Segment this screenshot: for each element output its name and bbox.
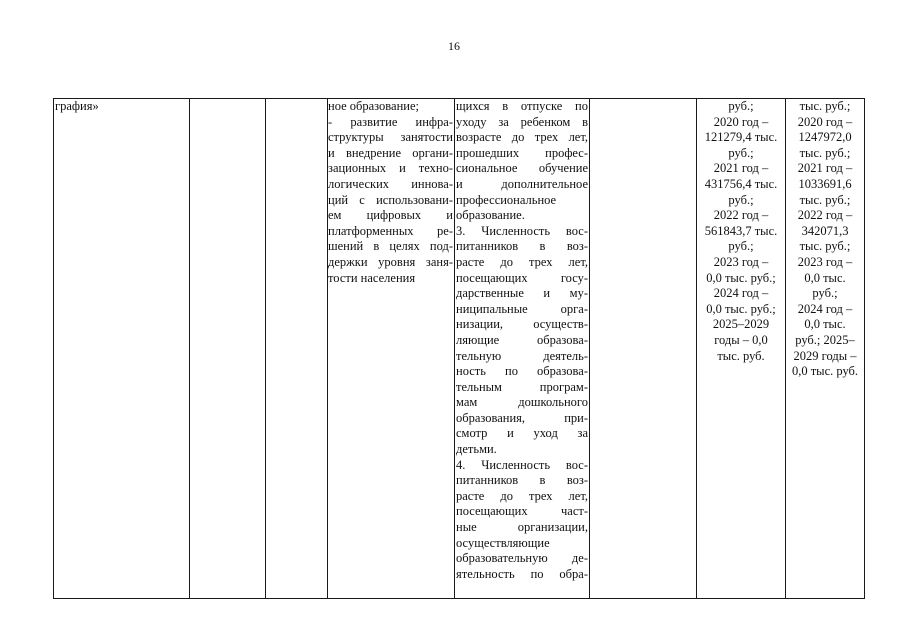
text-line: тыс. руб.; xyxy=(799,99,851,113)
text-line: шений в целях под- xyxy=(328,239,453,254)
column-divider xyxy=(265,98,266,599)
text-line: низации, осуществ- xyxy=(456,317,588,332)
text-line: тыс. руб.; xyxy=(799,145,851,160)
column-divider xyxy=(53,98,54,599)
text-line: расте до трех лет, xyxy=(456,254,588,269)
text-line: 2020 год – xyxy=(797,114,853,129)
text-line: графия» xyxy=(55,99,99,113)
text-line: профессиональное xyxy=(456,192,557,207)
text-line: 2025–2029 xyxy=(712,317,770,332)
text-line: 2024 год – xyxy=(713,286,769,301)
text-line: 0,0 тыс. руб.; xyxy=(706,301,776,316)
text-line: 121279,4 тыс. xyxy=(704,130,778,145)
text-line: 2021 год – xyxy=(797,161,853,176)
text-line: тельную деятель- xyxy=(456,348,588,363)
cell-program-name xyxy=(55,99,187,115)
text-line: 1247972,0 xyxy=(798,130,852,145)
text-line: питанников в воз- xyxy=(456,239,588,254)
text-line: годы – 0,0 xyxy=(714,332,768,347)
column-divider xyxy=(864,98,865,599)
text-line: образование. xyxy=(456,208,525,223)
text-line: ций с использовани- xyxy=(328,192,453,207)
text-line: платформенных ре- xyxy=(328,223,453,238)
text-line: ятельность по обра- xyxy=(456,566,588,581)
text-line: ниципальные орга- xyxy=(456,301,588,316)
text-line: ность по образова- xyxy=(456,364,588,379)
text-line: тыс. руб. xyxy=(717,348,765,363)
cell-funding-a xyxy=(697,99,785,364)
text-line: логических иннова- xyxy=(328,176,453,191)
text-line: посещающих част- xyxy=(456,504,588,519)
text-line: 431756,4 тыс. xyxy=(704,176,778,191)
text-line: 3. Численность вос- xyxy=(456,223,588,238)
text-line: возрасте до трех лет, xyxy=(456,130,588,145)
text-line: 0,0 тыс. xyxy=(804,270,846,285)
text-line: 2023 год – xyxy=(713,254,769,269)
text-line: детьми. xyxy=(456,442,497,457)
text-line: расте до трех лет, xyxy=(456,488,588,503)
text-line: руб.; xyxy=(812,286,838,301)
text-line: - развитие инфра- xyxy=(328,114,453,129)
text-line: образовательную де- xyxy=(456,551,588,566)
text-line: 1033691,6 xyxy=(798,176,852,191)
text-line: и внедрение органи- xyxy=(328,145,453,160)
text-line: 561843,7 тыс. xyxy=(704,223,778,238)
text-line: зационных и техно- xyxy=(328,161,453,176)
text-line: 2021 год – xyxy=(713,161,769,176)
text-line: 4. Численность вос- xyxy=(456,457,588,472)
text-line: ляющие образова- xyxy=(456,332,588,347)
text-line: посещающих госу- xyxy=(456,270,588,285)
text-line: осуществляющие xyxy=(456,535,550,550)
text-line: 2023 год – xyxy=(797,254,853,269)
text-line: 0,0 тыс. руб.; xyxy=(706,270,776,285)
text-line: дарственные и му- xyxy=(456,286,588,301)
text-line: питанников в воз- xyxy=(456,473,588,488)
text-line: тыс. руб.; xyxy=(799,239,851,254)
text-line: сиональное обучение xyxy=(456,161,588,176)
cell-indicators xyxy=(456,99,588,598)
table-bottom-border xyxy=(53,598,865,599)
text-line: руб.; xyxy=(728,99,754,113)
column-divider xyxy=(454,98,455,599)
text-line: 0,0 тыс. xyxy=(804,317,846,332)
text-line: руб.; xyxy=(728,239,754,254)
text-line: прошедших профес- xyxy=(456,145,588,160)
text-line: тости населения xyxy=(328,270,416,285)
text-line: образования, при- xyxy=(456,410,588,425)
text-line: щихся в отпуске по xyxy=(456,99,588,113)
page-number: 16 xyxy=(448,39,460,53)
text-line: 2022 год – xyxy=(713,208,769,223)
cell-tasks xyxy=(328,99,453,286)
cell-funding-b xyxy=(786,99,864,380)
text-line: тельным програм- xyxy=(456,379,588,394)
text-line: 2022 год – xyxy=(797,208,853,223)
text-line: мам дошкольного xyxy=(456,395,588,410)
text-line: держки уровня заня- xyxy=(328,254,453,269)
text-line: ные организации, xyxy=(456,520,588,535)
text-line: руб.; 2025– xyxy=(795,332,855,347)
text-line: 2024 год – xyxy=(797,301,853,316)
column-divider xyxy=(189,98,190,599)
text-line: 0,0 тыс. руб. xyxy=(791,364,859,379)
column-divider xyxy=(589,98,590,599)
text-line: структуры занятости xyxy=(328,130,453,145)
text-line: 2029 годы – xyxy=(793,348,857,363)
text-line: смотр и уход за xyxy=(456,426,588,441)
text-line: руб.; xyxy=(728,145,754,160)
text-line: ем цифровых и xyxy=(328,208,453,223)
text-line: и дополнительное xyxy=(456,176,588,191)
text-line: ное образование; xyxy=(328,99,419,113)
text-line: уходу за ребенком в xyxy=(456,114,588,129)
text-line: 2020 год – xyxy=(713,114,769,129)
text-line: 342071,3 xyxy=(801,223,849,238)
text-line: руб.; xyxy=(728,192,754,207)
text-line: тыс. руб.; xyxy=(799,192,851,207)
